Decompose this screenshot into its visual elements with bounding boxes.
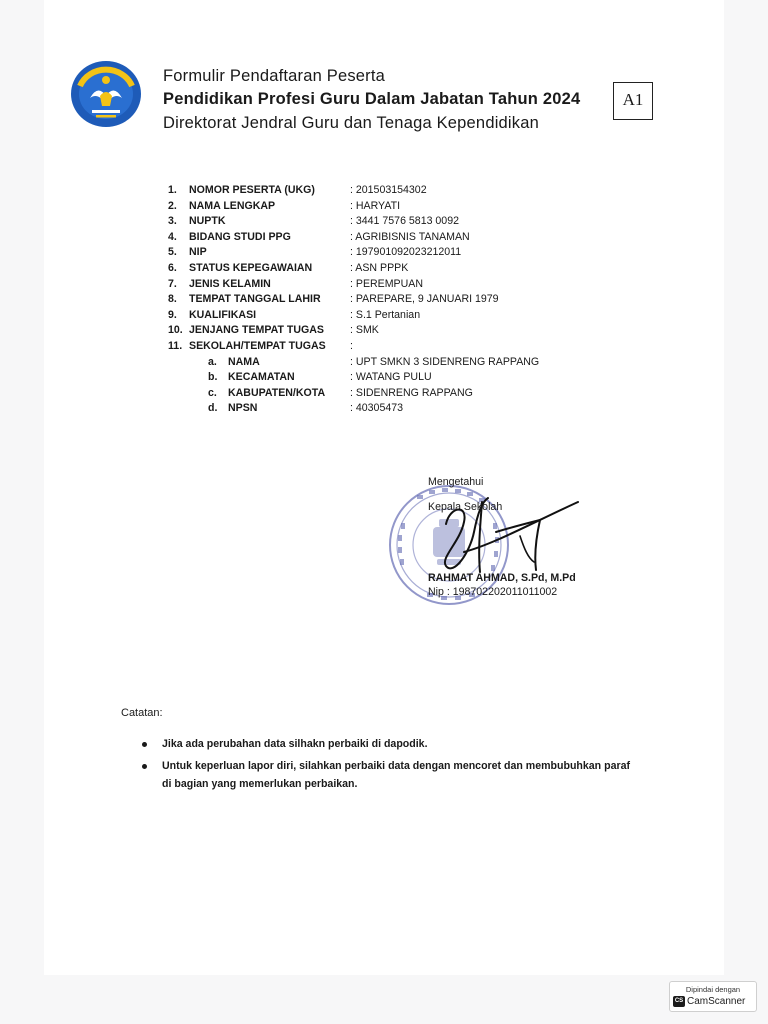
field-value: : AGRIBISNIS TANAMAN (350, 230, 470, 243)
field-row (168, 183, 608, 199)
field-value: : 3441 7576 5813 0092 (350, 215, 459, 228)
bullet-icon (142, 764, 147, 769)
field-value: : 201503154302 (350, 184, 427, 196)
principal-nip: Nip : 198702202011011002 (428, 586, 558, 598)
camscanner-badge (669, 981, 757, 1012)
participant-data-list (168, 183, 608, 417)
field-row (168, 199, 608, 215)
note-text: Jika ada perubahan data silhakn perbaiki di dapodik. (162, 738, 428, 750)
field-value: : HARYATI (350, 199, 401, 212)
form-title: Formulir Pendaftaran Peserta (163, 67, 386, 85)
field-label: KECAMATAN (228, 371, 295, 384)
field-row (168, 230, 608, 246)
acknowledged-label: Mengetahui (428, 476, 484, 488)
principal-role: Kepala Sekolah (428, 501, 503, 513)
field-label: JENIS KELAMIN (189, 277, 271, 290)
field-row (168, 339, 608, 355)
field-value: : ASN PPPK (350, 261, 409, 274)
program-title: Pendidikan Profesi Guru Dalam Jabatan Tahun 2024 (163, 90, 581, 108)
school-field-row (168, 386, 608, 402)
field-number: 8. (168, 293, 177, 306)
field-value: : UPT SMKN 3 SIDENRENG RAPPANG (350, 355, 540, 368)
school-field-row (168, 401, 608, 417)
field-number: 5. (168, 246, 177, 259)
bullet-icon (142, 742, 147, 747)
directorate-title: Direktorat Jendral Guru dan Tenaga Kependidikan (163, 114, 540, 132)
field-label: NAMA (228, 355, 260, 368)
field-value: : 40305473 (350, 402, 404, 415)
field-label: NPSN (228, 402, 258, 415)
scanner-brand: CamScanner (687, 996, 746, 1007)
field-label: NAMA LENGKAP (189, 199, 276, 212)
notes-title: Catatan: (121, 707, 163, 719)
field-row (168, 214, 608, 230)
principal-name: RAHMAT AHMAD, S.Pd, M.Pd (428, 572, 576, 584)
field-label: STATUS KEPEGAWAIAN (189, 261, 313, 274)
tut-wuri-handayani-logo (70, 60, 142, 128)
field-value: : (350, 339, 353, 352)
field-letter: d. (208, 402, 218, 415)
note-item (142, 735, 642, 753)
field-number: 3. (168, 215, 177, 228)
field-value: : SMK (350, 324, 379, 337)
note-text: Untuk keperluan lapor diri, silahkan perbaiki data dengan mencoret dan membubuhkan paraf di bagian yang memerlukan perbaikan. (162, 760, 630, 790)
field-number: 10. (168, 324, 183, 337)
field-value: : PEREMPUAN (350, 277, 423, 290)
field-value: : S.1 Pertanian (350, 308, 421, 321)
field-label: SEKOLAH/TEMPAT TUGAS (189, 339, 326, 352)
note-item (142, 757, 642, 793)
camscanner-icon: CS (673, 996, 685, 1007)
field-number: 4. (168, 230, 177, 243)
field-label: NUPTK (189, 215, 226, 228)
field-letter: c. (208, 386, 217, 399)
scanner-caption: Dipindai dengan (685, 985, 741, 994)
field-number: 1. (168, 184, 177, 196)
field-value: : 197901092023212011 (350, 246, 462, 259)
field-label: NIP (189, 246, 207, 259)
field-letter: a. (208, 355, 217, 368)
field-value: : WATANG PULU (350, 371, 432, 384)
field-number: 7. (168, 277, 177, 290)
field-number: 2. (168, 199, 177, 212)
field-label: KUALIFIKASI (189, 308, 257, 321)
school-field-row (168, 370, 608, 386)
field-value: : PAREPARE, 9 JANUARI 1979 (350, 293, 499, 306)
field-label: NOMOR PESERTA (UKG) (189, 184, 315, 196)
field-label: BIDANG STUDI PPG (189, 230, 291, 243)
field-row (168, 323, 608, 339)
field-row (168, 261, 608, 277)
field-row (168, 308, 608, 324)
field-label: TEMPAT TANGGAL LAHIR (189, 293, 321, 306)
field-number: 6. (168, 261, 177, 274)
form-code-box: A1 (613, 82, 653, 120)
field-number: 11. (168, 339, 183, 352)
field-label: JENJANG TEMPAT TUGAS (189, 324, 324, 337)
field-letter: b. (208, 371, 218, 384)
school-field-row (168, 355, 608, 371)
field-row (168, 245, 608, 261)
field-label: KABUPATEN/KOTA (228, 386, 326, 399)
field-row (168, 277, 608, 293)
field-value: : SIDENRENG RAPPANG (350, 386, 473, 399)
field-number: 9. (168, 308, 177, 321)
field-row (168, 292, 608, 308)
document-page (44, 0, 724, 975)
